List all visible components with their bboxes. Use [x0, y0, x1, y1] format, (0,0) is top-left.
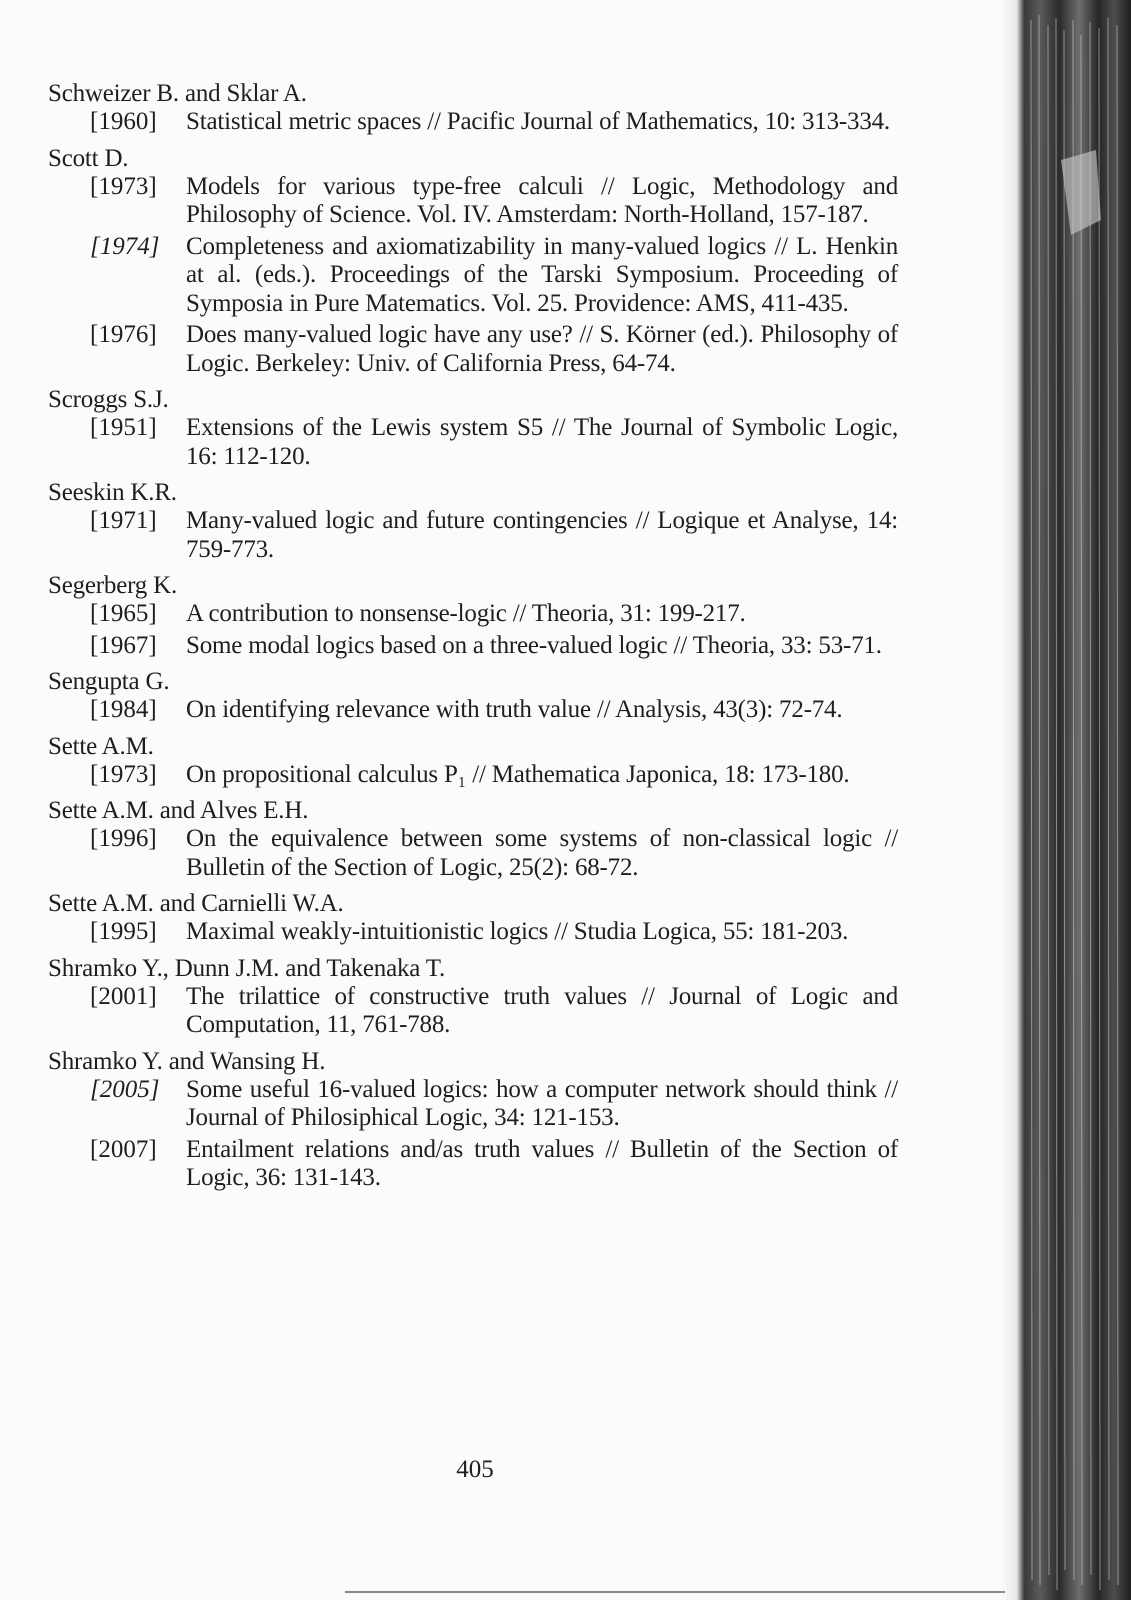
reference-year: [2001]	[90, 982, 157, 1010]
reference-entry	[48, 233, 898, 319]
reference-text: Models for various type-free calculi // Logic, Methodology and Philosophy of Science. Vol. IV. Amsterdam: North-Holland, 157-187.	[186, 172, 898, 228]
reference-year: [1951]	[90, 414, 157, 441]
author-name: Sette A.M.	[48, 732, 154, 760]
author-name: Scroggs S.J.	[48, 386, 169, 413]
reference-year: [1967]	[90, 631, 157, 659]
reference-text: Maximal weakly-intuitionistic logics // Studia Logica, 55: 181-203.	[186, 918, 849, 945]
author-name: Seeskin K.R.	[48, 479, 177, 506]
author-block	[48, 572, 898, 660]
reference-year: [2007]	[90, 1135, 157, 1163]
reference-year: [1965]	[90, 600, 157, 627]
author-block	[48, 955, 898, 1040]
reference-text: On the equivalence between some systems of non-classical logic // Bulletin of the Section of Logic, 25(2): 68-72.	[186, 825, 898, 881]
author-block	[48, 890, 898, 947]
reference-entry	[48, 108, 898, 137]
reference-year: [1995]	[90, 918, 157, 945]
reference-year: [1973]	[90, 172, 157, 200]
reference-text: The trilattice of constructive truth values // Journal of Logic and Computation, 11, 761-788.	[186, 982, 898, 1038]
page-number: 405	[456, 1456, 494, 1483]
reference-text: Some useful 16-valued logics: how a computer network should think // Journal of Philosiphical Logic, 34: 121-153.	[186, 1075, 898, 1131]
reference-entry	[48, 825, 898, 882]
author-block	[48, 479, 898, 564]
reference-entry	[48, 507, 898, 564]
reference-text: Does many-valued logic have any use? // S. Körner (ed.). Philosophy of Logic. Berkeley: Univ. of California Press, 64-74.	[186, 321, 898, 377]
reference-entry	[48, 600, 898, 629]
reference-text: Completeness and axiomatizability in many-valued logics // L. Henkin at al. (eds.). Proceedings of the Tarski Symposium. Proceeding of Symposia in Pure Matematics. Vol. 25. Providence: AMS, 411-435.	[186, 232, 898, 317]
bottom-rule	[345, 1591, 1005, 1593]
author-name: Sengupta G.	[48, 668, 170, 695]
author-name: Sette A.M. and Carnielli W.A.	[48, 890, 344, 917]
reference-entry	[48, 918, 898, 947]
author-block	[48, 80, 898, 137]
author-block	[48, 668, 898, 725]
reference-text: Many-valued logic and future contingencies // Logique et Analyse, 14: 759-773.	[186, 507, 898, 563]
reference-text: On identifying relevance with truth value // Analysis, 43(3): 72-74.	[186, 696, 843, 723]
reference-entry	[48, 696, 898, 725]
reference-year: [2005]	[90, 1075, 160, 1103]
reference-text: Extensions of the Lewis system S5 // The Journal of Symbolic Logic, 16: 112-120.	[186, 414, 898, 470]
reference-year: [1976]	[90, 321, 157, 348]
reference-year: [1996]	[90, 825, 157, 852]
book-page-edge	[1001, 0, 1131, 1600]
author-name: Sette A.M. and Alves E.H.	[48, 797, 309, 824]
reference-entry	[48, 173, 898, 230]
author-block	[48, 145, 898, 379]
page-edge-shading	[1001, 0, 1131, 1600]
reference-entry	[48, 321, 898, 378]
author-name: Shramko Y., Dunn J.M. and Takenaka T.	[48, 954, 446, 982]
author-name: Schweizer B. and Sklar A.	[48, 80, 307, 107]
reference-text: Some modal logics based on a three-valued logic // Theoria, 33: 53-71.	[186, 631, 882, 659]
author-name: Shramko Y. and Wansing H.	[48, 1047, 326, 1075]
author-name: Scott D.	[48, 144, 129, 172]
reference-text: On propositional calculus P₁ // Mathematica Japonica, 18: 173-180.	[186, 760, 850, 788]
reference-entry	[48, 632, 898, 661]
bibliography-list	[48, 80, 898, 1201]
reference-entry	[48, 983, 898, 1040]
reference-text: Entailment relations and/as truth values // Bulletin of the Section of Logic, 36: 131-143.	[186, 1135, 898, 1191]
reference-text: A contribution to nonsense-logic // Theoria, 31: 199-217.	[186, 600, 746, 627]
reference-entry	[48, 414, 898, 471]
reference-entry	[48, 761, 898, 790]
reference-text: Statistical metric spaces // Pacific Journal of Mathematics, 10: 313-334.	[186, 108, 890, 135]
author-block	[48, 1048, 898, 1193]
reference-year: [1974]	[90, 232, 160, 260]
reference-year: [1971]	[90, 507, 157, 534]
author-block	[48, 733, 898, 790]
reference-entry	[48, 1136, 898, 1193]
author-name: Segerberg K.	[48, 572, 178, 599]
author-block	[48, 386, 898, 471]
author-block	[48, 797, 898, 882]
reference-year: [1960]	[90, 108, 157, 135]
reference-entry	[48, 1076, 898, 1133]
reference-year: [1984]	[90, 696, 157, 723]
reference-year: [1973]	[90, 760, 157, 788]
